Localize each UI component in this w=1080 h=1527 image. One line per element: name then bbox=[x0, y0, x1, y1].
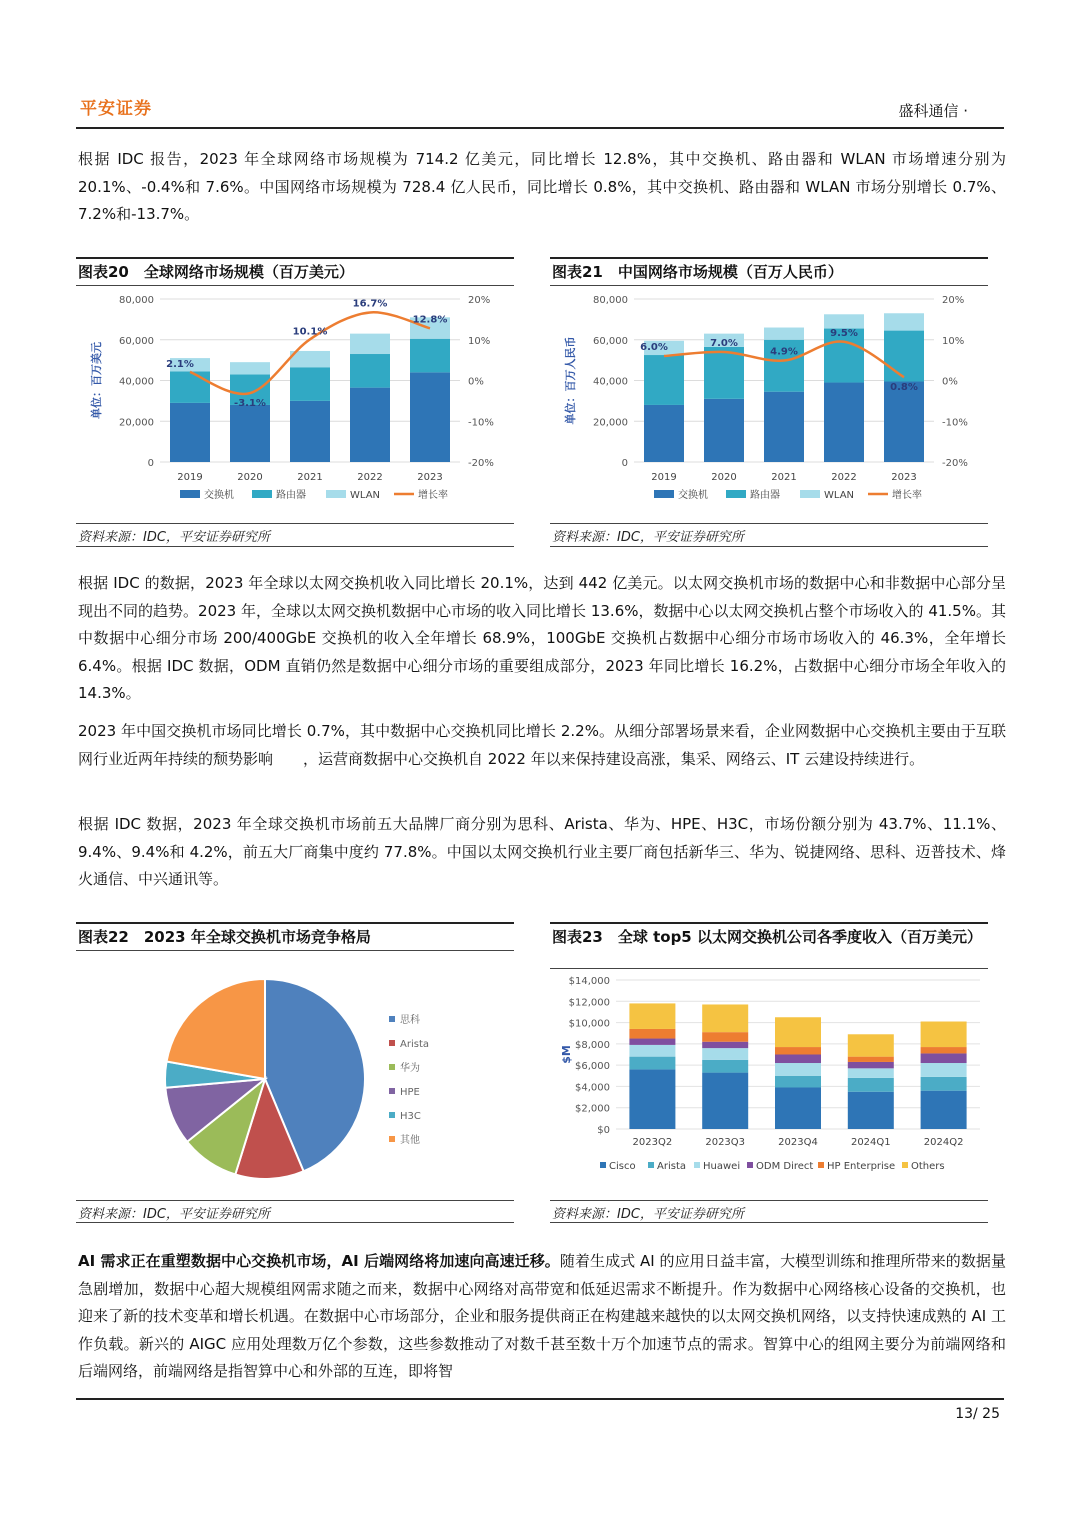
y2-tick-label: -10% bbox=[468, 417, 494, 429]
bar-WLAN-2021 bbox=[764, 328, 804, 340]
ai-demand-lead: AI 需求正在重塑数据中心交换机市场，AI 后端网络将加速向高速迁移。 bbox=[78, 1252, 560, 1270]
y-tick-label: 0 bbox=[147, 458, 154, 469]
fig23-source: 资料来源：IDC，平安证券研究所 bbox=[552, 1207, 744, 1222]
x-tick-label: 2019 bbox=[651, 472, 677, 483]
y2-tick-label: 10% bbox=[942, 335, 965, 347]
y-tick-label: 60,000 bbox=[593, 335, 628, 347]
footer-divider bbox=[76, 1398, 1004, 1400]
company-name: 盛科通信 · bbox=[898, 102, 968, 120]
brand-logo: 平安证券 bbox=[80, 99, 152, 119]
bar-Huawei-2024Q1 bbox=[848, 1068, 894, 1078]
page-number: 13/ 25 bbox=[955, 1406, 1000, 1422]
bar-Huawei-2023Q4 bbox=[775, 1063, 821, 1076]
legend-swatch bbox=[389, 1064, 395, 1070]
y-tick-label: $4,000 bbox=[575, 1082, 610, 1094]
bar-Cisco-2023Q2 bbox=[629, 1069, 675, 1129]
legend-label: Arista bbox=[657, 1161, 686, 1172]
legend-label: Arista bbox=[400, 1039, 429, 1050]
legend-label: 增长率 bbox=[418, 490, 448, 501]
y-tick-label: $8,000 bbox=[575, 1039, 610, 1051]
bar-Arista-2023Q3 bbox=[702, 1060, 748, 1073]
y-tick-label: $2,000 bbox=[575, 1103, 610, 1115]
bar-WLAN-2022 bbox=[350, 334, 390, 354]
bar-WLAN-2020 bbox=[230, 362, 270, 374]
legend-label: ODM Direct bbox=[756, 1161, 814, 1172]
legend-label: 路由器 bbox=[750, 490, 780, 501]
legend-label: 思科 bbox=[400, 1015, 420, 1026]
fig22-top-rule bbox=[76, 922, 514, 924]
legend-label: HPE bbox=[400, 1087, 420, 1098]
growth-rate-label: 12.8% bbox=[412, 314, 448, 326]
legend-swatch bbox=[389, 1112, 395, 1118]
x-tick-label: 2022 bbox=[831, 472, 857, 483]
fig21-title: 图表21 中国网络市场规模（百万人民币） bbox=[552, 263, 843, 281]
legend-label: 交换机 bbox=[678, 490, 708, 501]
y2-tick-label: 0% bbox=[942, 376, 958, 388]
bar-WLAN-2022 bbox=[824, 314, 864, 328]
bar-Arista-2024Q1 bbox=[848, 1078, 894, 1092]
y-tick-label: $10,000 bbox=[568, 1018, 610, 1030]
bar-HP Enterprise-2024Q1 bbox=[848, 1057, 894, 1062]
bar-HP Enterprise-2024Q2 bbox=[921, 1047, 967, 1053]
bar-HP Enterprise-2023Q2 bbox=[629, 1029, 675, 1039]
y-tick-label: 20,000 bbox=[593, 417, 628, 429]
fig23-title: 图表23 全球 top5 以太网交换机公司各季度收入（百万美元） bbox=[552, 928, 982, 946]
fig23-chart bbox=[550, 970, 988, 1196]
bar-交换机-2021 bbox=[764, 392, 804, 462]
legend-swatch bbox=[180, 490, 200, 498]
bar-路由器-2022 bbox=[350, 354, 390, 388]
x-tick-label: 2023 bbox=[417, 472, 443, 483]
bar-HP Enterprise-2023Q4 bbox=[775, 1047, 821, 1054]
legend-swatch bbox=[648, 1162, 654, 1168]
bar-Huawei-2024Q2 bbox=[921, 1063, 967, 1077]
x-tick-label: 2023Q2 bbox=[632, 1137, 673, 1148]
y-tick-label: 80,000 bbox=[593, 295, 628, 306]
bar-Cisco-2023Q3 bbox=[702, 1073, 748, 1129]
y-tick-label: 20,000 bbox=[119, 417, 154, 429]
bar-Arista-2024Q2 bbox=[921, 1077, 967, 1091]
fig22-chart bbox=[76, 952, 514, 1196]
legend-label: HP Enterprise bbox=[827, 1161, 896, 1172]
fig21-bottom-rule bbox=[550, 546, 988, 547]
paragraph-ethernet-switch: 根据 IDC 的数据，2023 年全球以太网交换机收入同比增长 20.1%，达到 442 亿美元。以太网交换机市场的数据中心和非数据中心部分呈现出不同的趋势。2023 年，全球以太网交换机数据中心市场的收入同比增长 13.6%，数据中心以太网交换机占整个市场收入的 41.5%。其中数据中心细分市场 200/400GbE 交换机的收入全年增长 68.9%，100GbE 交换机占数据中心细分市场市场收入的 46.3%，全年增长 6.4%。根据 IDC 数据，ODM 直销仍然是数据中心细分市场的重要组成部分，2023 年同比增长 16.2%，占数据中心细分市场全年收入的 14.3%。 bbox=[78, 574, 1006, 702]
legend-swatch bbox=[252, 490, 272, 498]
x-tick-label: 2023 bbox=[891, 472, 917, 483]
fig22-source-rule bbox=[76, 1200, 514, 1201]
paragraph-china-switch: 2023 年中国交换机市场同比增长 0.7%，其中数据中心交换机同比增长 2.2%。从细分部署场景来看，企业网数据中心交换机主要由于互联网行业近两年持续的颓势影响 ，运营商数据中心交换机自 2022 年以来保持建设高涨，集采、网络云、IT 云建设持续进行。 bbox=[78, 722, 1006, 768]
bar-交换机-2021 bbox=[290, 401, 330, 462]
fig21-title-rule bbox=[550, 285, 988, 286]
bar-WLAN-2023 bbox=[884, 313, 924, 330]
bar-交换机-2022 bbox=[350, 388, 390, 462]
bar-ODM Direct-2024Q1 bbox=[848, 1062, 894, 1068]
bar-Others-2023Q4 bbox=[775, 1017, 821, 1047]
bar-Cisco-2023Q4 bbox=[775, 1087, 821, 1129]
bar-交换机-2019 bbox=[170, 403, 210, 462]
legend-swatch bbox=[326, 490, 346, 498]
bar-Huawei-2023Q2 bbox=[629, 1045, 675, 1057]
x-tick-label: 2020 bbox=[711, 472, 737, 483]
x-tick-label: 2023Q4 bbox=[778, 1137, 818, 1148]
bar-Huawei-2023Q3 bbox=[702, 1048, 748, 1060]
legend-swatch bbox=[902, 1162, 908, 1168]
y2-tick-label: 20% bbox=[942, 295, 965, 306]
bar-ODM Direct-2023Q2 bbox=[629, 1039, 675, 1045]
fig21-source-rule bbox=[550, 523, 988, 524]
x-tick-label: 2023Q3 bbox=[705, 1137, 746, 1148]
fig20-chart bbox=[76, 287, 514, 519]
bar-路由器-2023 bbox=[884, 331, 924, 382]
bar-交换机-2020 bbox=[704, 399, 744, 462]
fig21-chart bbox=[550, 287, 988, 519]
y-axis-label: 单位：百万人民币 bbox=[564, 336, 577, 425]
legend-label: Cisco bbox=[609, 1161, 636, 1172]
x-tick-label: 2019 bbox=[177, 472, 203, 483]
growth-rate-label: 0.8% bbox=[890, 382, 918, 394]
y2-tick-label: 20% bbox=[468, 295, 491, 306]
growth-rate-label: 6.0% bbox=[640, 342, 668, 354]
x-tick-label: 2020 bbox=[237, 472, 263, 483]
fig22-bottom-rule bbox=[76, 1222, 514, 1223]
y2-tick-label: -20% bbox=[942, 458, 968, 469]
bar-路由器-2023 bbox=[410, 339, 450, 373]
growth-rate-label: -3.1% bbox=[234, 398, 266, 410]
y-tick-label: 40,000 bbox=[119, 376, 154, 388]
x-tick-label: 2024Q1 bbox=[850, 1137, 891, 1148]
growth-rate-label: 16.7% bbox=[352, 298, 388, 310]
bar-Others-2023Q2 bbox=[629, 1003, 675, 1029]
y-tick-label: 80,000 bbox=[119, 295, 154, 306]
fig20-source: 资料来源：IDC，平安证券研究所 bbox=[78, 530, 270, 545]
legend-label: 华为 bbox=[400, 1063, 420, 1074]
header-divider bbox=[76, 127, 1004, 129]
bar-ODM Direct-2023Q4 bbox=[775, 1055, 821, 1064]
y-axis-label: $M bbox=[560, 1045, 573, 1064]
fig20-title-rule bbox=[76, 285, 514, 286]
fig23-top-rule bbox=[550, 922, 988, 924]
bar-交换机-2022 bbox=[824, 383, 864, 462]
bar-交换机-2019 bbox=[644, 405, 684, 462]
legend-swatch bbox=[694, 1162, 700, 1168]
y2-tick-label: 0% bbox=[468, 376, 484, 388]
bar-Others-2024Q2 bbox=[921, 1022, 967, 1048]
legend-swatch bbox=[747, 1162, 753, 1168]
bar-路由器-2019 bbox=[170, 371, 210, 403]
legend-label: 增长率 bbox=[892, 490, 922, 501]
x-tick-label: 2021 bbox=[771, 472, 797, 483]
fig23-title-rule bbox=[550, 968, 988, 969]
legend-label: WLAN bbox=[350, 490, 381, 501]
growth-rate-label: 10.1% bbox=[292, 326, 328, 338]
legend-swatch bbox=[389, 1040, 395, 1046]
legend-swatch bbox=[389, 1016, 395, 1022]
fig20-top-rule bbox=[76, 257, 514, 259]
y2-tick-label: -20% bbox=[468, 458, 494, 469]
legend-label: WLAN bbox=[824, 490, 855, 501]
bar-路由器-2021 bbox=[290, 367, 330, 401]
bar-路由器-2019 bbox=[644, 355, 684, 405]
bar-Cisco-2024Q2 bbox=[921, 1091, 967, 1129]
legend-label: 其他 bbox=[400, 1135, 420, 1146]
pie-slice-其他 bbox=[167, 979, 265, 1079]
x-tick-label: 2024Q2 bbox=[923, 1137, 964, 1148]
growth-rate-label: 2.1% bbox=[166, 358, 194, 370]
bar-ODM Direct-2024Q2 bbox=[921, 1053, 967, 1063]
growth-rate-label: 7.0% bbox=[710, 337, 738, 349]
y2-tick-label: 10% bbox=[468, 335, 491, 347]
growth-rate-label: 4.9% bbox=[770, 346, 798, 358]
bar-交换机-2023 bbox=[884, 382, 924, 462]
paragraph-vendor-share: 根据 IDC 数据，2023 年全球交换机市场前五大品牌厂商分别为思科、Arista、华为、HPE、H3C，市场份额分别为 43.7%、11.1%、9.4%、9.4%和 4.2%，前五大厂商集中度约 77.8%。中国以太网交换机行业主要厂商包括新华三、华为、锐捷网络、思科、迈普技术、烽火通信、中兴通讯等。 bbox=[78, 815, 1006, 888]
fig21-source: 资料来源：IDC，平安证券研究所 bbox=[552, 530, 744, 545]
legend-swatch bbox=[654, 490, 674, 498]
paragraph-ai-demand bbox=[78, 1248, 1006, 1386]
y-tick-label: 40,000 bbox=[593, 376, 628, 388]
x-tick-label: 2022 bbox=[357, 472, 383, 483]
bar-ODM Direct-2023Q3 bbox=[702, 1042, 748, 1048]
legend-label: 路由器 bbox=[276, 490, 306, 501]
y-tick-label: $12,000 bbox=[568, 997, 610, 1009]
legend-swatch bbox=[726, 490, 746, 498]
legend-swatch bbox=[800, 490, 820, 498]
legend-swatch bbox=[389, 1136, 395, 1142]
y-tick-label: $14,000 bbox=[568, 976, 610, 987]
legend-swatch bbox=[389, 1088, 395, 1094]
y-tick-label: 0 bbox=[621, 458, 628, 469]
fig21-top-rule bbox=[550, 257, 988, 259]
fig22-title-rule bbox=[76, 950, 514, 951]
legend-swatch bbox=[600, 1162, 606, 1168]
bar-Others-2024Q1 bbox=[848, 1034, 894, 1056]
y-tick-label: $6,000 bbox=[575, 1061, 610, 1073]
fig22-title: 图表22 2023 年全球交换机市场竞争格局 bbox=[78, 928, 371, 946]
fig20-bottom-rule bbox=[76, 546, 514, 547]
x-tick-label: 2021 bbox=[297, 472, 323, 483]
bar-Arista-2023Q2 bbox=[629, 1057, 675, 1070]
legend-label: 交换机 bbox=[204, 490, 234, 501]
bar-Cisco-2024Q1 bbox=[848, 1092, 894, 1129]
legend-swatch bbox=[818, 1162, 824, 1168]
y-tick-label: 60,000 bbox=[119, 335, 154, 347]
fig22-source: 资料来源：IDC，平安证券研究所 bbox=[78, 1207, 270, 1222]
legend-label: Others bbox=[911, 1161, 945, 1172]
legend-label: H3C bbox=[400, 1111, 421, 1122]
bar-交换机-2020 bbox=[230, 405, 270, 462]
y2-tick-label: -10% bbox=[942, 417, 968, 429]
ai-demand-body: 随着生成式 AI 的应用日益丰富，大模型训练和推理所带来的数据量急剧增加，数据中心超大规模组网需求随之而来，数据中心网络对高带宽和低延迟需求不断提升。作为数据中心网络核心设备的交换机，也迎来了新的技术变革和增长机遇。在数据中心市场部分，企业和服务提供商正在构建越来越快的以太网交换机网络，以支持快速成熟的 AI 工作负载。新兴的 AIGC 应用处理数万亿个参数，这些参数推动了对数千甚至数十万个加速节点的需求。智算中心的组网主要分为前端网络和后端网络，前端网络是指智算中心和外部的互连，即将智 bbox=[78, 1252, 1007, 1380]
bar-HP Enterprise-2023Q3 bbox=[702, 1032, 748, 1042]
fig23-bottom-rule bbox=[550, 1222, 988, 1223]
growth-rate-label: 9.5% bbox=[830, 327, 858, 339]
paragraph-network-market: 根据 IDC 报告，2023 年全球网络市场规模为 714.2 亿美元，同比增长 12.8%，其中交换机、路由器和 WLAN 市场增速分别为 20.1%、-0.4%和 7.6%。中国网络市场规模为 728.4 亿人民币，同比增长 0.8%，其中交换机、路由器和 WLAN 市场分别增长 0.7%、7.2%和-13.7%。 bbox=[78, 150, 1006, 223]
y-axis-label: 单位：百万美元 bbox=[90, 342, 103, 419]
bar-Arista-2023Q4 bbox=[775, 1076, 821, 1088]
legend-label: Huawei bbox=[703, 1161, 741, 1172]
fig20-title: 图表20 全球网络市场规模（百万美元） bbox=[78, 263, 354, 281]
fig23-source-rule bbox=[550, 1200, 988, 1201]
fig20-source-rule bbox=[76, 523, 514, 524]
bar-交换机-2023 bbox=[410, 372, 450, 462]
y-tick-label: $0 bbox=[597, 1125, 610, 1136]
bar-Others-2023Q3 bbox=[702, 1004, 748, 1032]
